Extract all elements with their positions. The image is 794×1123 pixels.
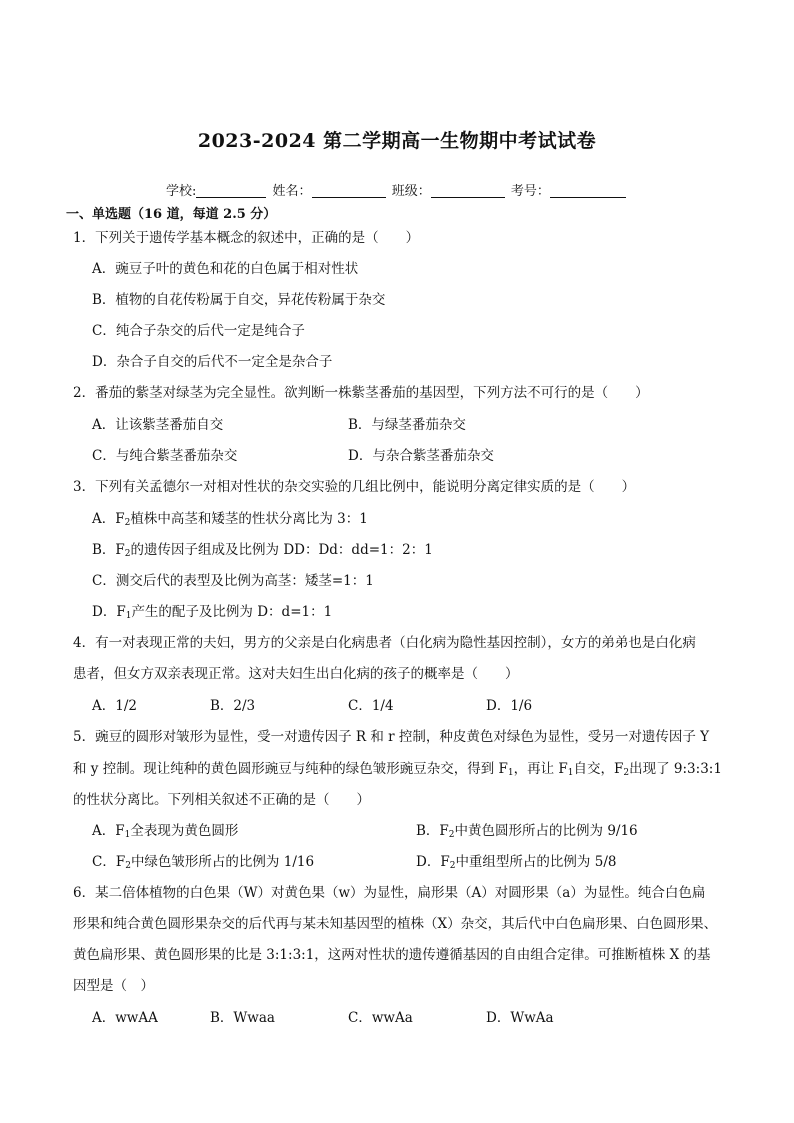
question-5-stem-line-2: 和 y 控制。现让纯种的黄色圆形豌豆与纯种的绿色皱形豌豆杂交，得到 $F_1$，再让 $F_1$自交，$F_2$出现了 9:3:3:1	[73, 761, 722, 778]
question-5-stem-line-1: 5．豌豆的圆形对皱形为显性，受一对遗传因子 R 和 r 控制，种皮黄色对绿色为显性，受另一对遗传因子 Y	[73, 729, 710, 745]
question-3-option-b: B．$F_2$的遗传因子组成及比例为 DD：Dd：dd=1：2：1	[92, 542, 433, 559]
question-5-option-b: B．$F_2$中黄色圆形所占的比例为 9/16	[416, 823, 638, 840]
question-4-stem-line-2: 患者，但女方双亲表现正常。这对夫妇生出白化病的孩子的概率是（ ）	[73, 666, 519, 682]
question-5-option-c: C．$F_2$中绿色皱形所占的比例为 1/16	[92, 854, 315, 871]
question-6-stem-line-1: 6．某二倍体植物的白色果（W）对黄色果（w）为显性，扁形果（A）对圆形果（a）为显性。纯合白色扁	[73, 885, 706, 901]
name-blank[interactable]	[312, 183, 386, 198]
school-label: 学校:	[166, 184, 197, 199]
question-4-option-d: D．1/6	[486, 698, 533, 714]
question-6-option-b: B．Wwaa	[210, 1010, 275, 1026]
question-6-stem-line-2: 形果和纯合黄色圆形果杂交的后代再与某未知基因型的植株（X）杂交，其后代中白色扁形果、白色圆形果、	[73, 916, 718, 932]
question-6-option-d: D．WwAa	[486, 1010, 554, 1026]
school-blank[interactable]	[196, 183, 266, 198]
question-5-stem-line-3: 的性状分离比。下列相关叙述不正确的是（ ）	[73, 792, 370, 808]
question-5-option-d: D．$F_2$中重组型所占的比例为 5/8	[416, 854, 617, 871]
question-3-option-c: C．测交后代的表型及比例为高茎：矮茎=1：1	[92, 573, 374, 589]
class-blank[interactable]	[431, 183, 505, 198]
question-4-stem-line-1: 4．有一对表现正常的夫妇，男方的父亲是白化病患者（白化病为隐性基因控制），女方的弟弟也是白化病	[73, 635, 696, 651]
question-4-option-b: B．2/3	[210, 698, 256, 714]
question-1-stem: 1．下列关于遗传学基本概念的叙述中，正确的是（ ）	[73, 230, 420, 246]
question-2-option-a: A．让该紫茎番茄自交	[92, 417, 224, 433]
exam-number-blank[interactable]	[550, 183, 626, 198]
question-1-option-a: A．豌豆子叶的黄色和花的白色属于相对性状	[92, 261, 359, 277]
question-6-stem-line-4: 因型是（ ）	[73, 978, 154, 994]
question-3-stem: 3．下列有关孟德尔一对相对性状的杂交实验的几组比例中，能说明分离定律实质的是（ ）	[73, 479, 636, 495]
question-3-option-a: A．$F_2$植株中高茎和矮茎的性状分离比为 3：1	[92, 511, 368, 528]
question-4-option-c: C．1/4	[348, 698, 394, 714]
name-label: 姓名：	[272, 184, 312, 199]
question-6-stem-line-3: 黄色扁形果、黄色圆形果的比是 3:1:3:1，这两对性状的遗传遵循基因的自由组合定律。可推断植株 X 的基	[73, 947, 711, 963]
question-1-option-c: C．纯合子杂交的后代一定是纯合子	[92, 323, 305, 339]
question-2-option-b: B．与绿茎番茄杂交	[348, 417, 466, 433]
exam-number-label: 考号：	[510, 184, 550, 199]
class-label: 班级：	[391, 184, 431, 199]
exam-title: 2023-2024 第二学期高一生物期中考试试卷	[197, 130, 597, 152]
question-1-option-d: D．杂合子自交的后代不一定全是杂合子	[92, 354, 333, 370]
question-6-option-a: A．wwAA	[92, 1010, 158, 1026]
question-2-option-c: C．与纯合紫茎番茄杂交	[92, 448, 238, 464]
question-2-option-d: D．与杂合紫茎番茄杂交	[348, 448, 494, 464]
student-info-line	[166, 180, 646, 199]
question-3-option-d: D．$F_1$产生的配子及比例为 D：d=1：1	[92, 604, 333, 621]
question-5-option-a: A．$F_1$全表现为黄色圆形	[92, 823, 239, 840]
section-heading: 一、单选题（16 道，每道 2.5 分）	[66, 207, 277, 222]
question-4-option-a: A．1/2	[92, 698, 137, 714]
question-6-option-c: C．wwAa	[348, 1010, 413, 1026]
question-2-stem: 2．番茄的紫茎对绿茎为完全显性。欲判断一株紫茎番茄的基因型，下列方法不可行的是（ ）	[73, 385, 649, 401]
question-1-option-b: B．植物的自花传粉属于自交，异花传粉属于杂交	[92, 292, 386, 308]
